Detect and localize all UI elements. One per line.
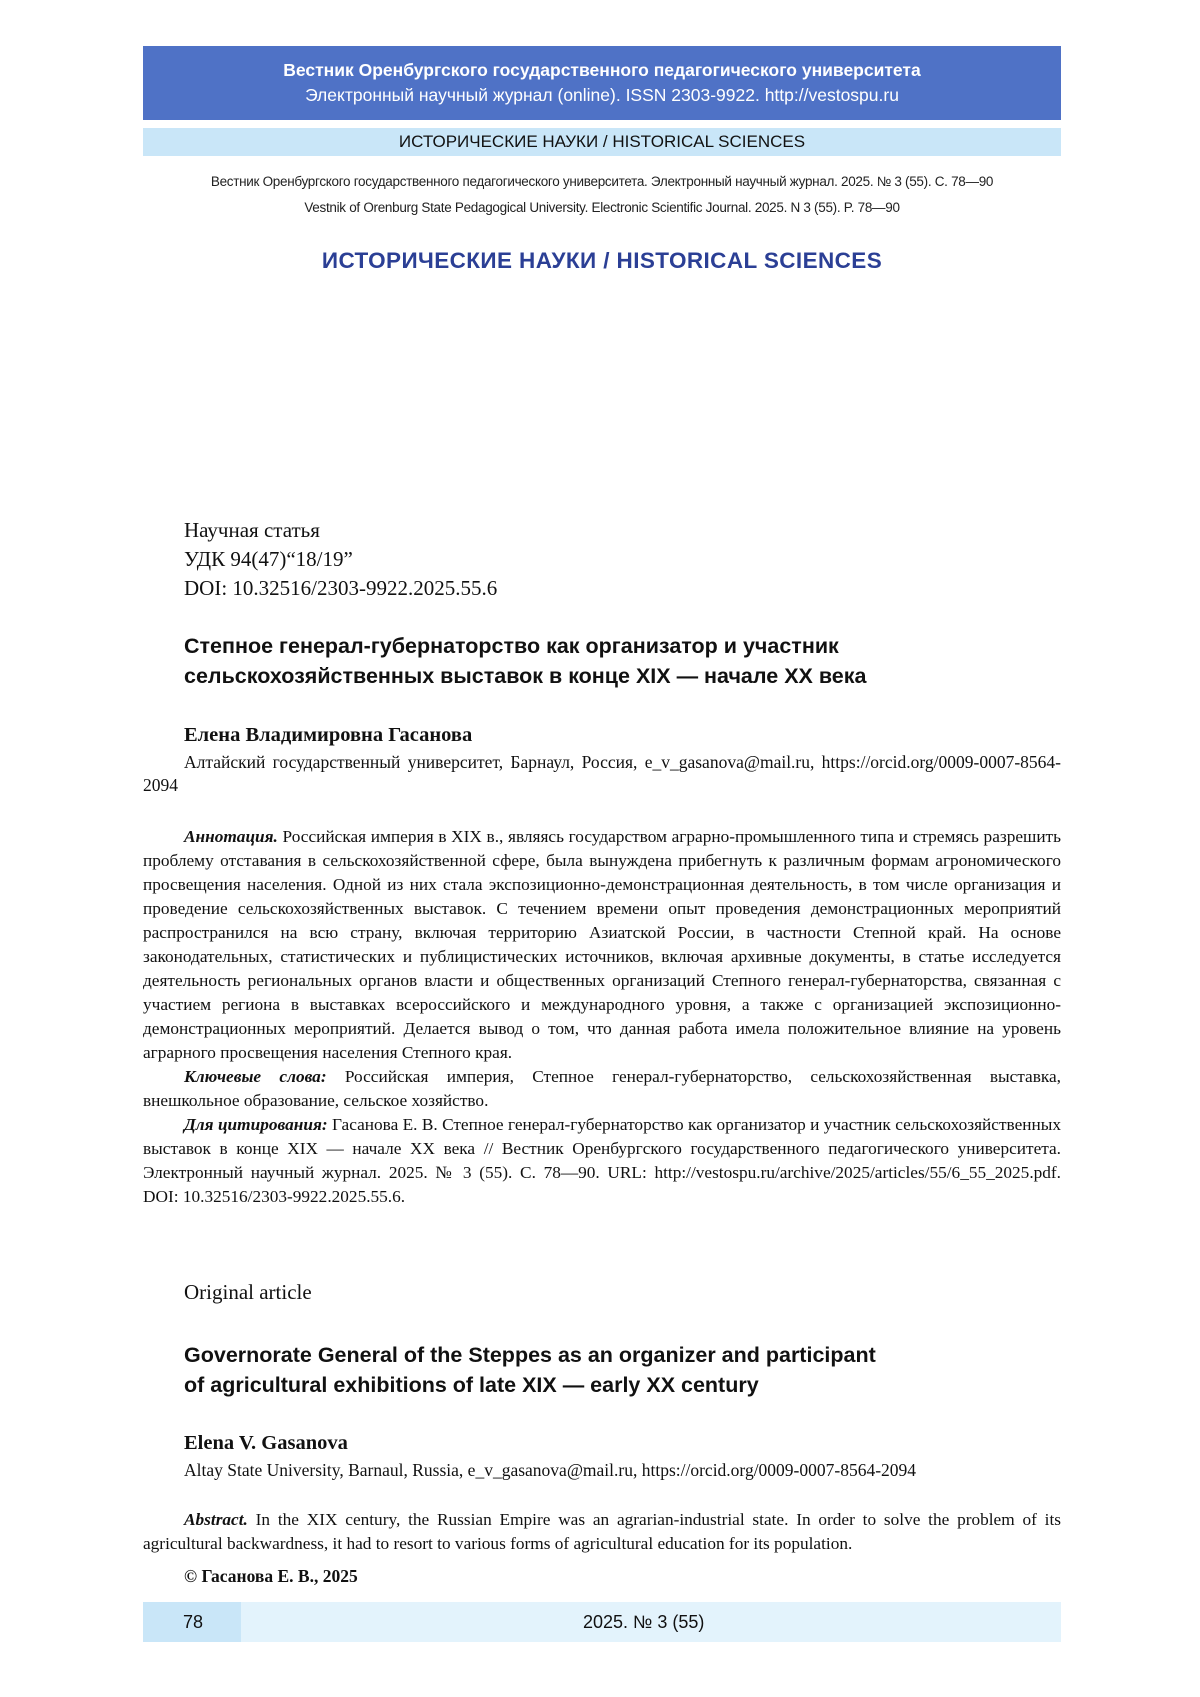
abstract-en [143,1508,1061,1556]
article-kind-en: Original article [184,1280,312,1304]
author-ru: Елена Владимировна Гасанова [184,724,473,746]
keywords-ru-label: Ключевые слова: [184,1067,327,1086]
affiliation-en: Altay State University, Barnaul, Russia, e_v_gasanova@mail.ru, https://orcid.org/0009-0007-8564-2094 [184,1460,917,1480]
keywords-ru [143,1065,1061,1113]
udk: УДК 94(47)“18/19” [184,547,353,571]
issue-label: 2025. № 3 (55) [583,1612,705,1632]
title-en-line-1: Governorate General of the Steppes as an organizer and participant [184,1343,876,1367]
journal-header [143,46,1061,120]
article-type: Научная статья [184,518,320,542]
affiliation-ru: Алтайский государственный университет, Барнаул, Россия, e_v_gasanova@mail.ru, https://orcid.org/0009-0007-8564-2094 [143,752,1061,795]
title-en-line-2: of agricultural exhibitions of late XIX — early XX century [184,1373,759,1397]
doi: DOI: 10.32516/2303-9922.2025.55.6 [184,576,498,600]
copyright: © Гасанова Е. В., 2025 [184,1566,358,1586]
rubric-heading: ИСТОРИЧЕСКИЕ НАУКИ / HISTORICAL SCIENCES [321,248,883,273]
footer-band [241,1602,1061,1642]
abstract-en-block [143,1508,1061,1556]
title-ru [184,631,1034,691]
title-ru-line-2: сельскохозяйственных выставок в конце XIX — начале XX века [184,664,867,688]
abstract-ru [143,825,1061,1065]
abstract-ru-text: Российская империя в XIX в., являясь государством аграрно-промышленного типа и стремясь разрешить проблему отставания в сельскохозяйственной сфере, была вынуждена прибегнуть к различным формам агрономического просвещения населения. Одной из них стала экспозиционно-демонстрационная деятельность, в том числе организация и проведение сельскохозяйственных выставок. С течением времени опыт проведения демонстрационных мероприятий распространился на всю страну, включая территорию Азиатской России, в частности Степной край. На основе законодательных, статистических и публицистических источников, включая архивные документы, в статье исследуется деятельность региональных органов власти и общественных организаций Степного генерал-губернаторства, связанная с участием региона в выставках всероссийского и международного уровня, а также с организацией экспозиционно-демонстрационных мероприятий. Делается вывод о том, что данная работа имела положительное влияние на уровень аграрного просвещения населения Степного края. [143,827,1061,1062]
cite-ru [143,1113,1061,1209]
author-en: Elena V. Gasanova [184,1432,348,1454]
cite-ru-text: Гасанова Е. В. Степное генерал-губернаторство как организатор и участник сельскохозяйственных выставок в конце XIX — начале XX века // Вестник Оренбургского государственного педагогического университета. Электронный научный журнал. 2025. № 3 (55). С. 78—90. URL: http://vestospu.ru/archive/2025/articles/55/6_55_2025.pdf. DOI: 10.32516/2303-9922.2025.55.6. [143,1115,1061,1206]
article-meta [184,516,497,603]
abstract-ru-label: Аннотация. [184,827,278,846]
abstract-en-text: In the XIX century, the Russian Empire was an agrarian-industrial state. In order to solve the problem of its agricultural backwardness, it had to resort to various forms of agricultural education for its population. [143,1510,1061,1553]
citation-en: Vestnik of Orenburg State Pedagogical University. Electronic Scientific Journal. 2025. N 3 (55). P. 78—90 [304,200,900,215]
journal-subtitle: Электронный научный журнал (online). ISSN 2303-9922. http://vestospu.ru [305,85,899,105]
citation-ru: Вестник Оренбургского государственного педагогического университета. Электронный научный журнал. 2025. № 3 (55). С. 78—90 [210,174,994,189]
abstract-en-label: Abstract. [184,1510,248,1529]
title-ru-line-1: Степное генерал-губернаторство как организатор и участник [184,634,839,658]
citation-lines [143,169,1061,221]
page-number: 78 [143,1602,241,1642]
cite-ru-label: Для цитирования: [184,1115,328,1134]
keywords-ru-text: Российская империя, Степное генерал-губернаторство, сельскохозяйственная выставка, внешкольное образование, сельское хозяйство. [143,1067,1061,1110]
abstract-ru-block [143,825,1061,1209]
section-band: ИСТОРИЧЕСКИЕ НАУКИ / HISTORICAL SCIENCES [143,128,1061,156]
title-en [184,1340,1034,1400]
journal-title: Вестник Оренбургского государственного педагогического университета [283,60,921,80]
